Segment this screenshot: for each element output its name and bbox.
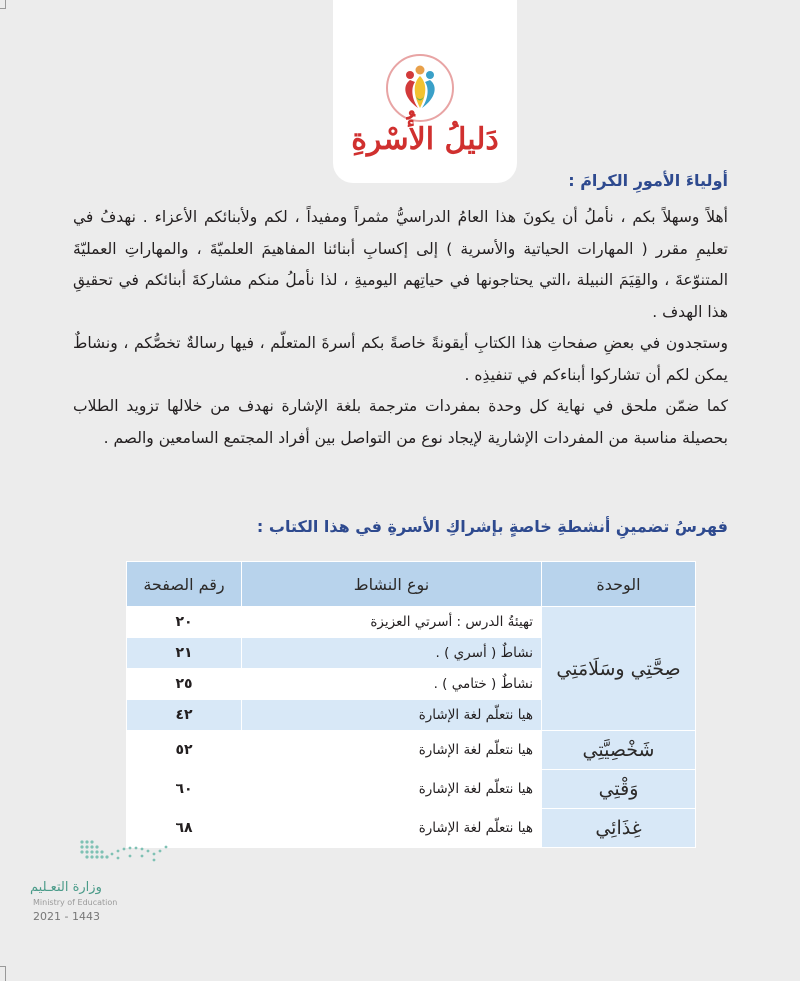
page-title: دَليلُ الأُسْرةِ [351, 122, 499, 157]
header-page: رقم الصفحة [127, 562, 242, 607]
table-row [127, 809, 696, 848]
crop-mark [5, 0, 6, 8]
paragraph: كما ضمّن ملحق في نهاية كل وحدة بمفردات مترجمة بلغة الإشارة نهدف من خلالها تزويد الطلاب بحصيلة مناسبة من المفردات الإشارية لإيجاد نوع من التواصل بين أفراد المجتمع السامعين والصم . [73, 397, 728, 447]
page-cell: ٥٢ [127, 731, 242, 770]
table-row [127, 770, 696, 809]
crop-mark [5, 966, 6, 981]
greeting-heading: أولياءَ الأمورِ الكرامَ : [568, 171, 728, 190]
header-unit: الوحدة [542, 562, 696, 607]
table-header-row [127, 562, 696, 607]
activities-table [126, 561, 696, 848]
activity-cell: نشاطٌ ( أسري ) . [242, 638, 542, 669]
activity-cell: هيا نتعلّم لغة الإشارة [242, 731, 542, 770]
activity-cell: نشاطٌ ( ختامي ) . [242, 669, 542, 700]
unit-cell: وَقْتِي [542, 770, 696, 809]
activity-cell: هيا نتعلّم لغة الإشارة [242, 700, 542, 731]
ministry-name: وزارة التعـليم [30, 880, 102, 895]
activity-cell: هيا نتعلّم لغة الإشارة [242, 770, 542, 809]
index-heading: فهرسُ تضمينِ أنشطةِ خاصةٍ بإشراكِ الأسرةِ في هذا الكتاب : [256, 517, 728, 536]
paragraph: أهلاً وسهلاً بكم ، نأملُ أن يكونَ هذا العامُ الدراسيُّ مثمراً ومفيداً ، لكم ولأبنائكم الأعزاء . نهدفُ في تعليمِ مقرر ( المهارات الحياتية والأسرية ) إلى إكسابِ أبنائنا المفاهيمَ العلميّةَ ، والمهاراتِ العمليّةَ المتنوّعةَ ، والقِيَمَ النبيلة ،التي يحتاجونها في حياتِهم اليوميةِ ، لذا نأملُ منكم مشاركةَ أبنائكم في تحقيقِ هذا الهدف . [73, 208, 728, 321]
page-cell: ٢١ [127, 638, 242, 669]
header-activity: نوع النشاط [242, 562, 542, 607]
table-row [127, 731, 696, 770]
page-cell: ٢٠ [127, 607, 242, 638]
header-card [333, 0, 517, 183]
unit-cell: غِذَائِي [542, 809, 696, 848]
unit-cell: شَخْصِيَّتِي [542, 731, 696, 770]
body-text [73, 202, 728, 454]
page-cell: ٤٢ [127, 700, 242, 731]
table-row [127, 607, 696, 638]
paragraph: وستجدون في بعضِ صفحاتِ هذا الكتابِ أيقونةً خاصةً بكم أسرةَ المتعلّم ، فيها رسالةٌ تخصُّكم ، ونشاطٌ يمكن لكم أن تشاركوا أبناءكم في تنفيذِه . [73, 334, 728, 384]
page-cell: ٦٨ [127, 809, 242, 848]
ministry-name-en: Ministry of Education [33, 898, 118, 907]
page-cell: ٦٠ [127, 770, 242, 809]
family-logo-icon [386, 54, 454, 122]
activity-cell: هيا نتعلّم لغة الإشارة [242, 809, 542, 848]
crop-mark [0, 8, 6, 9]
ministry-year: 2021 - 1443 [33, 910, 100, 923]
activity-cell: تهيئةُ الدرس : أسرتي العزيزة [242, 607, 542, 638]
ministry-logo-icon [78, 836, 178, 870]
unit-cell: صِحَّتِي وسَلَامَتِي [542, 607, 696, 731]
page-cell: ٢٥ [127, 669, 242, 700]
